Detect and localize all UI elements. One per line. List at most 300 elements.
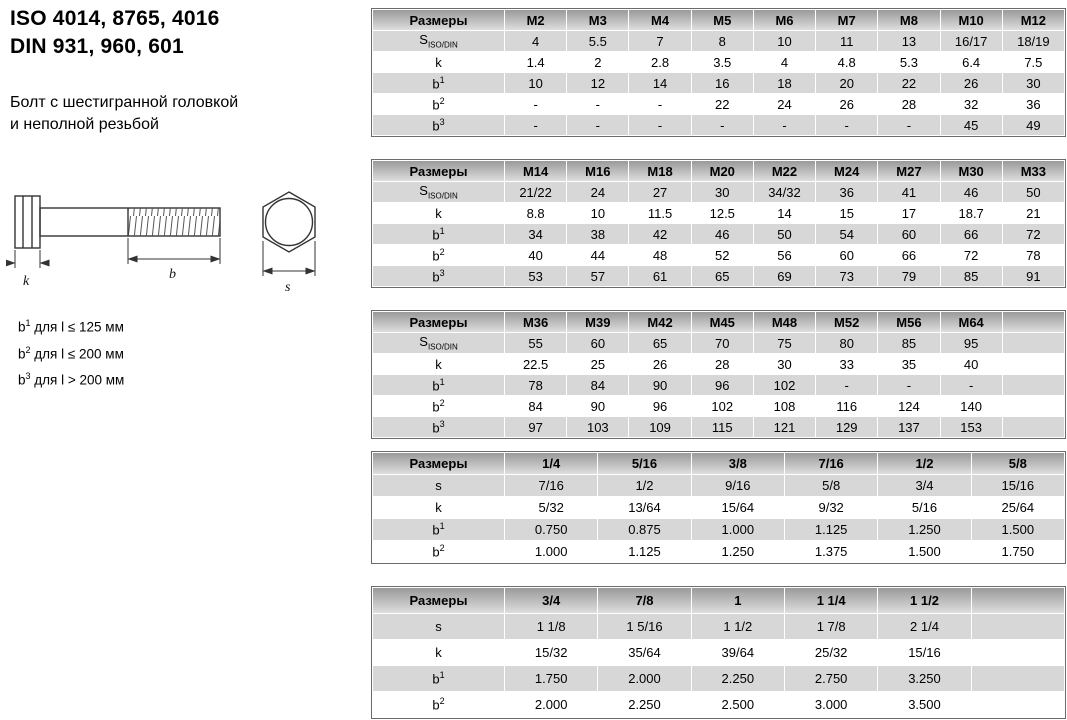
value-cell: 10: [567, 203, 628, 223]
row-label-cell: $S_{ISO/DIN}$: [373, 31, 504, 51]
table-row: [373, 614, 1064, 639]
value-cell: 11.5: [629, 203, 690, 223]
value-cell: 21/22: [505, 182, 566, 202]
value-cell: 26: [629, 354, 690, 374]
value-cell: 1.4: [505, 52, 566, 72]
row-label-cell: $S_{ISO/DIN}$: [373, 182, 504, 202]
size-column-header: Размеры: [373, 588, 504, 613]
value-cell: 60: [567, 333, 628, 353]
size-header-cell: M3: [567, 10, 628, 30]
row-label-cell: $b^2$: [373, 396, 504, 416]
value-cell: 22: [878, 73, 939, 93]
table-row: [373, 396, 1064, 416]
value-cell: 85: [878, 333, 939, 353]
table-row: [373, 52, 1064, 72]
value-cell: 18/19: [1003, 31, 1064, 51]
value-cell: [972, 666, 1064, 691]
value-cell: 53: [505, 266, 566, 286]
dimension-tables-panel: [371, 8, 1067, 719]
value-cell: 1.125: [785, 519, 877, 540]
value-cell: 56: [754, 245, 815, 265]
row-label-cell: $b^1$: [373, 519, 504, 540]
value-cell: 4: [505, 31, 566, 51]
value-cell: 13: [878, 31, 939, 51]
table-header-row: [373, 161, 1064, 181]
table-row: [373, 94, 1064, 114]
size-header-cell: M42: [629, 312, 690, 332]
value-cell: 48: [629, 245, 690, 265]
value-cell: 4.8: [816, 52, 877, 72]
table-header-row: [373, 312, 1064, 332]
value-cell: 40: [505, 245, 566, 265]
row-label-cell: $b^2$: [373, 541, 504, 562]
value-cell: 73: [816, 266, 877, 286]
value-cell: 3.5: [692, 52, 753, 72]
value-cell: 3.250: [878, 666, 970, 691]
value-cell: 116: [816, 396, 877, 416]
table-inch-1-4-to-5-8: [371, 451, 1066, 564]
table-header-row: [373, 453, 1064, 474]
row-label-cell: $b^3$: [373, 417, 504, 437]
size-header-cell: 1 1/2: [878, 588, 970, 613]
dimension-b: [128, 238, 220, 264]
value-cell: 3.500: [878, 692, 970, 717]
value-cell: 25: [567, 354, 628, 374]
size-header-cell: 1/4: [505, 453, 597, 474]
value-cell: 54: [816, 224, 877, 244]
value-cell: 115: [692, 417, 753, 437]
value-cell: 90: [629, 375, 690, 395]
value-cell: 25/64: [972, 497, 1064, 518]
size-header-cell: [972, 588, 1064, 613]
table-row: [373, 417, 1064, 437]
size-header-cell: M5: [692, 10, 753, 30]
value-cell: 39/64: [692, 640, 784, 665]
value-cell: 137: [878, 417, 939, 437]
size-header-cell: M4: [629, 10, 690, 30]
value-cell: 1.250: [878, 519, 970, 540]
hex-head-front-view: [263, 192, 315, 252]
value-cell: 46: [941, 182, 1002, 202]
value-cell: 15/32: [505, 640, 597, 665]
value-cell: 95: [941, 333, 1002, 353]
row-label-cell: $b^1$: [373, 375, 504, 395]
dim-label-k: k: [23, 274, 30, 289]
value-cell: 5/8: [785, 475, 877, 496]
value-cell: 1.500: [972, 519, 1064, 540]
product-description: [10, 92, 238, 137]
value-cell: 2.750: [785, 666, 877, 691]
footnote-b2: $b^2$ для l ≤ 200 мм: [18, 344, 124, 361]
value-cell: 80: [816, 333, 877, 353]
row-label-cell: s: [373, 475, 504, 496]
value-cell: 65: [692, 266, 753, 286]
size-header-cell: 3/4: [505, 588, 597, 613]
value-cell: 5.5: [567, 31, 628, 51]
value-cell: 102: [692, 396, 753, 416]
value-cell: 1.250: [692, 541, 784, 562]
value-cell: 38: [567, 224, 628, 244]
value-cell: 103: [567, 417, 628, 437]
value-cell: 1/2: [598, 475, 690, 496]
value-cell: 1.125: [598, 541, 690, 562]
value-cell: [1003, 333, 1064, 353]
value-cell: 24: [567, 182, 628, 202]
row-label-cell: $b^3$: [373, 115, 504, 135]
value-cell: 61: [629, 266, 690, 286]
value-cell: 1.000: [692, 519, 784, 540]
size-header-cell: M52: [816, 312, 877, 332]
value-cell: 35: [878, 354, 939, 374]
value-cell: 10: [505, 73, 566, 93]
table-row: [373, 115, 1064, 135]
table-row: [373, 375, 1064, 395]
standards-titles: [10, 5, 220, 60]
value-cell: 85: [941, 266, 1002, 286]
row-label-cell: $b^1$: [373, 73, 504, 93]
product-description-line1: Болт с шестигранной головкой: [10, 94, 239, 111]
value-cell: 14: [754, 203, 815, 223]
value-cell: 36: [1003, 94, 1064, 114]
value-cell: 30: [754, 354, 815, 374]
table-row: [373, 640, 1064, 665]
value-cell: 52: [692, 245, 753, 265]
table-row: [373, 266, 1064, 286]
standards-iso-title: ISO 4014, 8765, 4016: [10, 7, 220, 30]
size-header-cell: M64: [941, 312, 1002, 332]
size-header-cell: M56: [878, 312, 939, 332]
size-header-cell: M12: [1003, 10, 1064, 30]
table-inch-3-4-to-1-1-2: [371, 586, 1066, 719]
value-cell: 1 5/16: [598, 614, 690, 639]
value-cell: 18.7: [941, 203, 1002, 223]
size-header-cell: 3/8: [692, 453, 784, 474]
size-column-header: Размеры: [373, 312, 504, 332]
size-column-header: Размеры: [373, 10, 504, 30]
table-row: [373, 475, 1064, 496]
value-cell: 3.000: [785, 692, 877, 717]
value-cell: 32: [941, 94, 1002, 114]
table-row: [373, 497, 1064, 518]
size-header-cell: 1: [692, 588, 784, 613]
value-cell: 60: [878, 224, 939, 244]
size-header-cell: M36: [505, 312, 566, 332]
size-header-cell: [1003, 312, 1064, 332]
table-row: [373, 692, 1064, 717]
value-cell: 0.750: [505, 519, 597, 540]
value-cell: 9/16: [692, 475, 784, 496]
size-header-cell: M45: [692, 312, 753, 332]
value-cell: 57: [567, 266, 628, 286]
size-header-cell: M10: [941, 10, 1002, 30]
value-cell: 3/4: [878, 475, 970, 496]
value-cell: 121: [754, 417, 815, 437]
value-cell: 78: [1003, 245, 1064, 265]
value-cell: 140: [941, 396, 1002, 416]
value-cell: 65: [629, 333, 690, 353]
table-row: [373, 182, 1064, 202]
value-cell: 26: [816, 94, 877, 114]
table-row: [373, 31, 1064, 51]
table-row: [373, 224, 1064, 244]
value-cell: 24: [754, 94, 815, 114]
table-row: [373, 333, 1064, 353]
value-cell: 50: [1003, 182, 1064, 202]
dimension-k: [7, 250, 48, 268]
size-column-header: Размеры: [373, 453, 504, 474]
value-cell: 91: [1003, 266, 1064, 286]
standards-din-title: DIN 931, 960, 601: [10, 34, 184, 58]
value-cell: 9/32: [785, 497, 877, 518]
value-cell: 90: [567, 396, 628, 416]
value-cell: -: [505, 94, 566, 114]
value-cell: 72: [941, 245, 1002, 265]
row-label-cell: s: [373, 614, 504, 639]
value-cell: 84: [505, 396, 566, 416]
table-header-row: [373, 588, 1064, 613]
value-cell: 6.4: [941, 52, 1002, 72]
value-cell: 1 1/2: [692, 614, 784, 639]
table-metric-m2-m12: [371, 8, 1066, 137]
row-label-cell: k: [373, 497, 504, 518]
value-cell: 30: [692, 182, 753, 202]
value-cell: 27: [629, 182, 690, 202]
value-cell: 49: [1003, 115, 1064, 135]
size-column-header: Размеры: [373, 161, 504, 181]
value-cell: [1003, 396, 1064, 416]
value-cell: 16: [692, 73, 753, 93]
footnotes: [18, 318, 124, 398]
value-cell: 12.5: [692, 203, 753, 223]
size-header-cell: M30: [941, 161, 1002, 181]
value-cell: 0.875: [598, 519, 690, 540]
value-cell: 1.375: [785, 541, 877, 562]
size-header-cell: 1 1/4: [785, 588, 877, 613]
value-cell: 13/64: [598, 497, 690, 518]
value-cell: 2.8: [629, 52, 690, 72]
value-cell: 2: [567, 52, 628, 72]
size-header-cell: M6: [754, 10, 815, 30]
table-row: [373, 245, 1064, 265]
value-cell: 28: [692, 354, 753, 374]
value-cell: 46: [692, 224, 753, 244]
value-cell: 124: [878, 396, 939, 416]
value-cell: 102: [754, 375, 815, 395]
row-label-cell: $b^3$: [373, 266, 504, 286]
row-label-cell: $b^2$: [373, 94, 504, 114]
value-cell: [972, 614, 1064, 639]
value-cell: 69: [754, 266, 815, 286]
value-cell: 36: [816, 182, 877, 202]
value-cell: [1003, 354, 1064, 374]
table-row: [373, 73, 1064, 93]
value-cell: 8.8: [505, 203, 566, 223]
size-header-cell: M22: [754, 161, 815, 181]
value-cell: 12: [567, 73, 628, 93]
value-cell: 34: [505, 224, 566, 244]
table-metric-m14-m33: [371, 159, 1066, 288]
value-cell: 20: [816, 73, 877, 93]
value-cell: -: [878, 375, 939, 395]
value-cell: 1.500: [878, 541, 970, 562]
value-cell: 7.5: [1003, 52, 1064, 72]
value-cell: 2.000: [505, 692, 597, 717]
value-cell: -: [629, 115, 690, 135]
value-cell: 2.250: [598, 692, 690, 717]
value-cell: 60: [816, 245, 877, 265]
value-cell: 15/16: [972, 475, 1064, 496]
value-cell: 79: [878, 266, 939, 286]
value-cell: 26: [941, 73, 1002, 93]
value-cell: 8: [692, 31, 753, 51]
table-row: [373, 666, 1064, 691]
value-cell: 16/17: [941, 31, 1002, 51]
table-row: [373, 354, 1064, 374]
bolt-technical-drawing: [6, 188, 356, 308]
value-cell: 66: [878, 245, 939, 265]
value-cell: 42: [629, 224, 690, 244]
value-cell: -: [941, 375, 1002, 395]
row-label-cell: $b^2$: [373, 692, 504, 717]
value-cell: 4: [754, 52, 815, 72]
product-description-line2: и неполной резьбой: [10, 116, 159, 134]
size-header-cell: M8: [878, 10, 939, 30]
dim-label-s: s: [285, 280, 291, 295]
size-header-cell: 5/16: [598, 453, 690, 474]
value-cell: [972, 692, 1064, 717]
value-cell: 44: [567, 245, 628, 265]
bolt-side-view: [15, 196, 220, 248]
size-header-cell: M48: [754, 312, 815, 332]
value-cell: -: [692, 115, 753, 135]
size-header-cell: 7/8: [598, 588, 690, 613]
value-cell: 7: [629, 31, 690, 51]
value-cell: 2.000: [598, 666, 690, 691]
value-cell: 109: [629, 417, 690, 437]
value-cell: 17: [878, 203, 939, 223]
dim-label-b: b: [169, 267, 176, 282]
table-metric-m36-m64: [371, 310, 1066, 439]
value-cell: 14: [629, 73, 690, 93]
value-cell: 35/64: [598, 640, 690, 665]
value-cell: 96: [692, 375, 753, 395]
value-cell: [972, 640, 1064, 665]
size-header-cell: M14: [505, 161, 566, 181]
value-cell: 34/32: [754, 182, 815, 202]
value-cell: -: [629, 94, 690, 114]
size-header-cell: M27: [878, 161, 939, 181]
size-header-cell: M2: [505, 10, 566, 30]
value-cell: 2.250: [692, 666, 784, 691]
value-cell: 1 7/8: [785, 614, 877, 639]
table-row: [373, 519, 1064, 540]
value-cell: -: [567, 94, 628, 114]
value-cell: 15/16: [878, 640, 970, 665]
value-cell: 96: [629, 396, 690, 416]
value-cell: 22: [692, 94, 753, 114]
row-label-cell: k: [373, 640, 504, 665]
value-cell: 22.5: [505, 354, 566, 374]
value-cell: 2 1/4: [878, 614, 970, 639]
row-label-cell: $b^2$: [373, 245, 504, 265]
row-label-cell: $S_{ISO/DIN}$: [373, 333, 504, 353]
value-cell: 33: [816, 354, 877, 374]
value-cell: -: [816, 375, 877, 395]
value-cell: 97: [505, 417, 566, 437]
value-cell: 41: [878, 182, 939, 202]
value-cell: 55: [505, 333, 566, 353]
footnote-b1: $b^1$ для l ≤ 125 мм: [18, 318, 124, 335]
value-cell: 50: [754, 224, 815, 244]
value-cell: 129: [816, 417, 877, 437]
size-header-cell: M39: [567, 312, 628, 332]
size-header-cell: M7: [816, 10, 877, 30]
value-cell: 108: [754, 396, 815, 416]
table-header-row: [373, 10, 1064, 30]
value-cell: 30: [1003, 73, 1064, 93]
value-cell: 25/32: [785, 640, 877, 665]
value-cell: 40: [941, 354, 1002, 374]
size-header-cell: M20: [692, 161, 753, 181]
value-cell: 2.500: [692, 692, 784, 717]
value-cell: 5/32: [505, 497, 597, 518]
row-label-cell: k: [373, 203, 504, 223]
value-cell: 10: [754, 31, 815, 51]
size-header-cell: M16: [567, 161, 628, 181]
size-header-cell: 5/8: [972, 453, 1064, 474]
value-cell: 1.000: [505, 541, 597, 562]
row-label-cell: k: [373, 354, 504, 374]
size-header-cell: M24: [816, 161, 877, 181]
value-cell: 72: [1003, 224, 1064, 244]
size-header-cell: 1/2: [878, 453, 970, 474]
value-cell: [1003, 375, 1064, 395]
row-label-cell: $b^1$: [373, 666, 504, 691]
value-cell: 5.3: [878, 52, 939, 72]
value-cell: 70: [692, 333, 753, 353]
value-cell: -: [505, 115, 566, 135]
value-cell: 1 1/8: [505, 614, 597, 639]
value-cell: -: [754, 115, 815, 135]
value-cell: 84: [567, 375, 628, 395]
value-cell: 18: [754, 73, 815, 93]
value-cell: 45: [941, 115, 1002, 135]
size-header-cell: 7/16: [785, 453, 877, 474]
value-cell: [1003, 417, 1064, 437]
value-cell: 1.750: [972, 541, 1064, 562]
value-cell: 7/16: [505, 475, 597, 496]
left-panel: [0, 0, 370, 720]
value-cell: 1.750: [505, 666, 597, 691]
size-header-cell: M18: [629, 161, 690, 181]
value-cell: 21: [1003, 203, 1064, 223]
value-cell: 15: [816, 203, 877, 223]
value-cell: 153: [941, 417, 1002, 437]
dimension-s: [263, 241, 315, 276]
value-cell: -: [567, 115, 628, 135]
value-cell: 15/64: [692, 497, 784, 518]
value-cell: -: [816, 115, 877, 135]
row-label-cell: $b^1$: [373, 224, 504, 244]
footnote-b3: $b^3$ для l > 200 мм: [18, 371, 125, 388]
value-cell: 75: [754, 333, 815, 353]
value-cell: 11: [816, 31, 877, 51]
table-row: [373, 541, 1064, 562]
table-row: [373, 203, 1064, 223]
value-cell: 28: [878, 94, 939, 114]
row-label-cell: k: [373, 52, 504, 72]
size-header-cell: M33: [1003, 161, 1064, 181]
